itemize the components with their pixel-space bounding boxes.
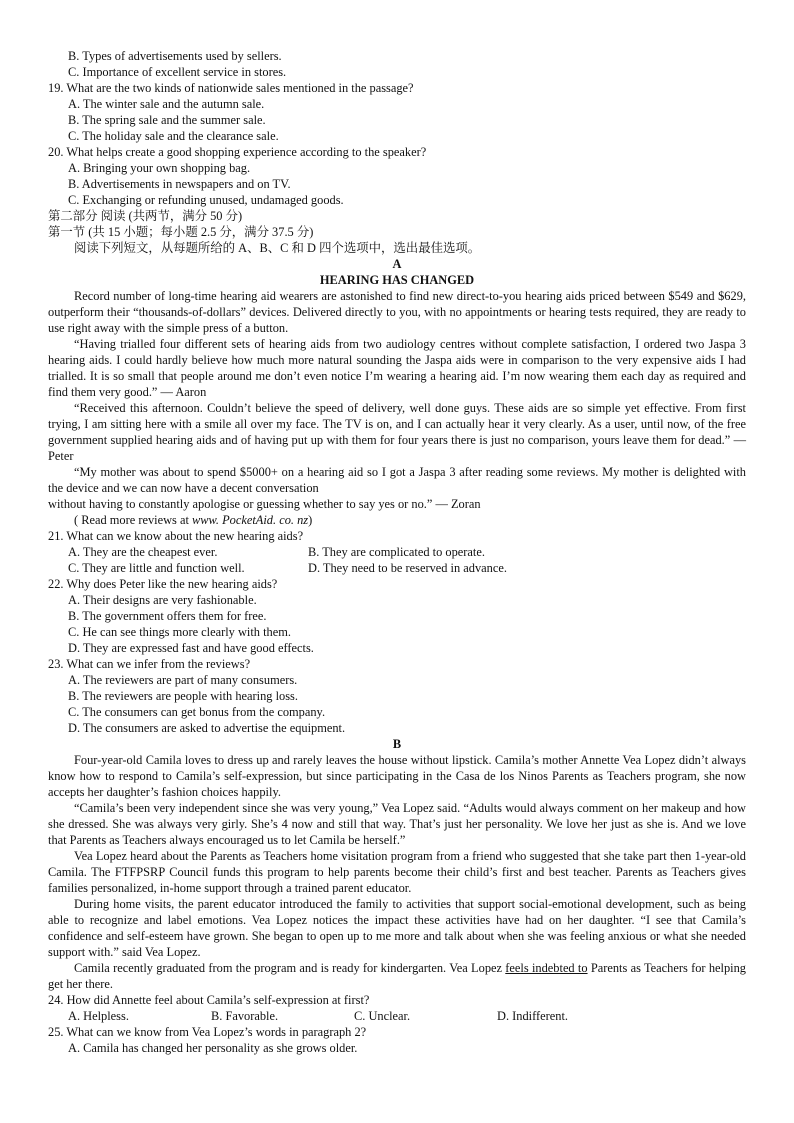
q20-option-a: A. Bringing your own shopping bag. <box>68 161 251 175</box>
q25-option-a: A. Camila has changed her personality as she grows older. <box>68 1041 358 1055</box>
passage-b-paragraph-4: During home visits, the parent educator introduced the family to activities that support social-emotional development, such as being able to recognize and label emotions. Vea Lopez notices the impact these activities have had on her daughter. “I see that Camila’s confidence and self-esteem have grown. She began to open up to me more and talk about when she was feeling anxious or what she needed support with.” said Vea Lopez. <box>48 897 746 959</box>
q22-option-c: C. He can see things more clearly with them. <box>68 625 291 639</box>
q24-option-b: B. Favorable. <box>211 1009 279 1023</box>
q19-option-b: B. The spring sale and the summer sale. <box>68 113 266 127</box>
passage-b-paragraph-1: Four-year-old Camila loves to dress up and rarely leaves the house without lipstick. Camila’s mother Annette Vea Lopez didn’t always know how to respond to Camila’s self-expression, but since participating in the Casa de los Ninos Parents as Teachers program, she now accepts her daughter’s fashion choices happily. <box>48 753 746 799</box>
q24-options-row <box>48 1008 746 1024</box>
q22-option-a: A. Their designs are very fashionable. <box>68 593 257 607</box>
underlined-phrase: feels indebted to <box>505 961 588 975</box>
q21-option-d: D. They need to be reserved in advance. <box>308 561 507 575</box>
q25-stem: 25. What can we know from Vea Lopez’s words in paragraph 2? <box>48 1025 367 1039</box>
q24-stem: 24. How did Annette feel about Camila’s self-expression at first? <box>48 993 370 1007</box>
source-url: www. PocketAid. co. nz <box>192 513 309 527</box>
q21-option-c: C. They are little and function well. <box>68 561 245 575</box>
section1-heading: 第一节 (共 15 小题；每小题 2.5 分，满分 37.5 分) <box>48 225 314 239</box>
q21-options-row-2 <box>48 560 746 576</box>
q23-option-c: C. The consumers can get bonus from the company. <box>68 705 326 719</box>
q22-option-b: B. The government offers them for free. <box>68 609 267 623</box>
q23-stem: 23. What can we infer from the reviews? <box>48 657 251 671</box>
q20-option-b: B. Advertisements in newspapers and on TV. <box>68 177 291 191</box>
q21-option-b: B. They are complicated to operate. <box>308 545 485 559</box>
part2-heading: 第二部分 阅读 (共两节，满分 50 分) <box>48 209 243 223</box>
passage-a-title: HEARING HAS CHANGED <box>319 273 475 287</box>
q24-option-c: C. Unclear. <box>354 1009 411 1023</box>
passage-b-paragraph-3: Vea Lopez heard about the Parents as Teachers home visitation program from a friend who suggested that she take part then 1-year-old Camila. The FTFPSRP Council funds this program to help parents become their child’s first and best teacher. Parents as Teachers gives families personalized, in-home support through a trained parent educator. <box>48 849 746 895</box>
q22-option-d: D. They are expressed fast and have good effects. <box>68 641 314 655</box>
q18-option-c: C. Importance of excellent service in stores. <box>68 65 287 79</box>
passage-a-paragraph-3: “Received this afternoon. Couldn’t believe the speed of delivery, well done guys. These aids are so simple yet effective. From first trying, I am sitting here with a smile all over my face. The TV is on, and I can actually hear it very clearly. As a user, until now, of the free government supplied hearing aids and of having put up with them for four years there is just no comparison, yours leave them for dead.” — Peter <box>48 401 746 463</box>
q24-option-d: D. Indifferent. <box>497 1009 568 1023</box>
passage-b-paragraph-5 <box>48 960 746 992</box>
source-prefix: ( Read more reviews at <box>74 513 193 527</box>
q20-option-c: C. Exchanging or refunding unused, undamaged goods. <box>68 193 344 207</box>
passage-b-letter: B <box>392 737 402 751</box>
passage-a-source <box>48 512 746 528</box>
q19-option-c: C. The holiday sale and the clearance sale. <box>68 129 279 143</box>
passage-b-paragraph-2: “Camila’s been very independent since she was very young,” Vea Lopez said. “Adults would always comment on her makeup and how she dressed. She was always very girly. She’s 4 now and still that way. That’s just her personality. We love her just as she is. And we love that Parents as Teachers always encouraged us to let Camila be herself.” <box>48 801 746 847</box>
q22-stem: 22. Why does Peter like the new hearing aids? <box>48 577 278 591</box>
q18-option-b: B. Types of advertisements used by sellers. <box>68 49 282 63</box>
q23-option-b: B. The reviewers are people with hearing loss. <box>68 689 298 703</box>
q24-option-a: A. Helpless. <box>68 1009 129 1023</box>
q21-options-row-1 <box>48 544 746 560</box>
p5-text-start: Camila recently graduated from the program and is ready for kindergarten. Vea Lopez <box>74 961 506 975</box>
exam-page <box>48 48 746 1056</box>
passage-a-paragraph-1: Record number of long-time hearing aid wearers are astonished to find new direct-to-you hearing aids priced between $549 and $629, outperform their “thousands-of-dollars” devices. Delivered directly to you, with no appointments or hearing tests required, they are ready to use right away with the simple press of a button. <box>48 289 746 335</box>
q23-option-a: A. The reviewers are part of many consumers. <box>68 673 298 687</box>
q20-stem: 20. What helps create a good shopping experience according to the speaker? <box>48 145 427 159</box>
p5-text-end: Parents as Teachers for helping get her there. <box>48 961 746 991</box>
q19-stem: 19. What are the two kinds of nationwide sales mentioned in the passage? <box>48 81 414 95</box>
passage-a-paragraph-4b: without having to constantly apologise or guessing whether to say yes or no.” — Zoran <box>48 497 481 511</box>
passage-a-paragraph-2: “Having trialled four different sets of hearing aids from two audiology centres without complete satisfaction, I ordered two Jaspa 3 hearing aids. I could hardly believe how much more natural sounding the Jaspa aids were in comparison to the very expensive aids I had trialled. It is so small that people around me don’t even notice I’m wearing a hearing aid. I’m now wearing them each day as required and find them very good.” — Aaron <box>48 337 746 399</box>
source-suffix: ) <box>308 513 313 527</box>
q23-option-d: D. The consumers are asked to advertise the equipment. <box>68 721 346 735</box>
passage-a-letter: A <box>392 257 402 271</box>
q19-option-a: A. The winter sale and the autumn sale. <box>68 97 265 111</box>
q21-stem: 21. What can we know about the new hearing aids? <box>48 529 304 543</box>
reading-instruction: 阅读下列短文，从每题所给的 A、B、C 和 D 四个选项中，选出最佳选项。 <box>74 241 481 255</box>
passage-a-paragraph-4a: “My mother was about to spend $5000+ on a hearing aid so I got a Jaspa 3 after reading some reviews. My mother is delighted with the device and we can now have a decent conversation <box>48 465 746 495</box>
q21-option-a: A. They are the cheapest ever. <box>68 545 218 559</box>
